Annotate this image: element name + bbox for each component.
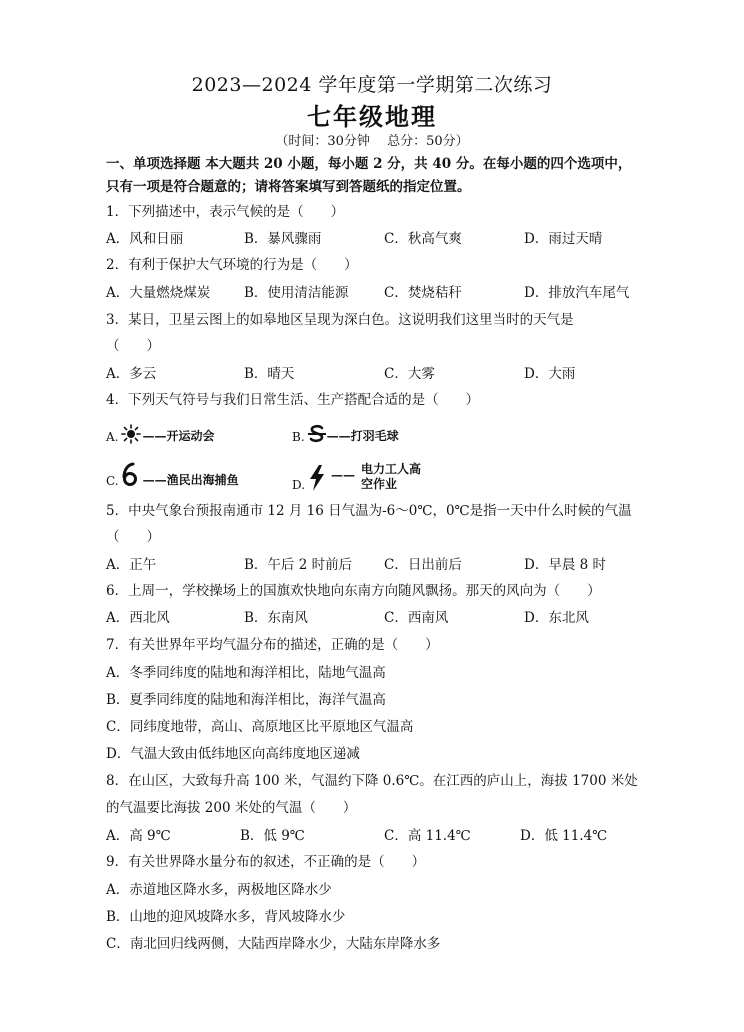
question-9-option-b: B．山地的迎风坡降水多，背风坡降水少: [106, 909, 346, 925]
option: B．低 9℃: [240, 828, 305, 844]
term-title: 2023—2024 学年度第一学期第二次练习: [191, 74, 553, 96]
symbol-option-a: [106, 424, 215, 444]
subject-title: 七年级地理: [307, 102, 437, 131]
symbol-caption-line: 空作业: [361, 477, 398, 491]
option: C．焚烧秸秆: [384, 285, 462, 301]
question-3-stem-cont: （ ）: [106, 338, 160, 354]
question-9-option-a: A．赤道地区降水多，两极地区降水少: [106, 882, 332, 898]
symbol-caption-multiline: [361, 462, 421, 492]
option: D．低 11.4℃: [520, 828, 608, 844]
option: C．秋高气爽: [384, 231, 462, 247]
exam-meta: （时间：30分钟 总分：50分）: [275, 134, 469, 149]
option: B．暴风骤雨: [244, 231, 322, 247]
section-heading-rest: 本大题共 20 小题，每小题 2 分，共 40 分。在每小题的四个选项中，: [200, 156, 632, 172]
question-1-stem: 1．下列描述中，表示气候的是（ ）: [106, 204, 345, 220]
option: A．大量燃烧煤炭: [106, 285, 211, 301]
question-8-stem-cont: 的气温要比海拔 200 米处的气温（ ）: [106, 800, 357, 816]
question-6-stem: 6．上周一，学校操场上的国旗欢快地向东南方向随风飘扬。那天的风向为（ ）: [106, 583, 601, 599]
option: B．使用清洁能源: [244, 285, 349, 301]
symbol-caption: ——: [331, 468, 356, 482]
option-letter: D.: [292, 478, 306, 492]
option: D．大雨: [524, 366, 576, 382]
question-9-stem: 9．有关世界降水量分布的叙述，不正确的是（ ）: [106, 854, 426, 870]
section-heading: [106, 155, 631, 173]
question-9-option-c: C．南北回归线两侧，大陆西岸降水少，大陆东岸降水多: [106, 936, 441, 952]
option: A．西北风: [106, 610, 170, 626]
option: A．正午: [106, 557, 157, 573]
question-7-option-c: C．同纬度地带，高山、高原地区比平原地区气温高: [106, 719, 414, 735]
symbol-option-c: [106, 462, 239, 488]
option: A．多云: [106, 366, 157, 382]
option: C．西南风: [384, 610, 449, 626]
question-5-stem: 5．中央气象台预报南通市 12 月 16 日气温为-6～0℃，0℃是指一天中什么时候的气温: [106, 503, 632, 519]
option: C．日出前后: [384, 557, 462, 573]
question-7-stem: 7．有关世界年平均气温分布的描述，正确的是（ ）: [106, 637, 439, 653]
option-letter: A.: [106, 430, 119, 444]
option: C．高 11.4℃: [384, 828, 471, 844]
question-7-option-a: A．冬季同纬度的陆地和海洋相比，陆地气温高: [106, 665, 386, 681]
typhoon-icon: [121, 462, 139, 488]
question-4-stem: 4．下列天气符号与我们日常生活、生产搭配合适的是（ ）: [106, 392, 480, 408]
option: C．大雾: [384, 366, 435, 382]
option: D．东北风: [524, 610, 589, 626]
symbol-caption: ——渔民出海捕鱼: [142, 473, 239, 487]
option: D．雨过天晴: [524, 231, 603, 247]
option: A．高 9℃: [106, 828, 171, 844]
option: B．午后 2 时前后: [244, 557, 353, 573]
question-8-stem: 8．在山区，大致每升高 100 米，气温约下降 0.6℃。在江西的庐山上，海拔 1700 米处: [106, 773, 638, 789]
option: B．东南风: [244, 610, 308, 626]
section-heading-bold: 一、单项选择题: [106, 156, 201, 172]
option: B．晴天: [244, 366, 295, 382]
symbol-option-b: [292, 424, 399, 444]
sun-icon: [120, 424, 142, 444]
option: D．早晨 8 时: [524, 557, 606, 573]
question-7-option-b: B．夏季同纬度的陆地和海洋相比，海洋气温高: [106, 692, 386, 708]
sandstorm-icon: [307, 424, 327, 444]
question-3-stem: 3．某日，卫星云图上的如皋地区呈现为深白色。这说明我们这里当时的天气是: [106, 312, 574, 328]
symbol-caption-line: 电力工人高: [361, 462, 422, 476]
question-5-stem-cont: （ ）: [106, 529, 160, 545]
lightning-icon: [307, 464, 327, 492]
section-heading-line2: 只有一项是符合题意的；请将答案填写到答题纸的指定位置。: [106, 179, 471, 195]
option-letter: C.: [106, 474, 119, 488]
option: A．风和日丽: [106, 231, 184, 247]
symbol-option-d: [292, 462, 421, 492]
question-2-stem: 2．有利于保护大气环境的行为是（ ）: [106, 257, 358, 273]
option: D．排放汽车尾气: [524, 285, 630, 301]
symbol-caption: ——开运动会: [142, 429, 215, 443]
symbol-caption: ——打羽毛球: [326, 429, 399, 443]
question-7-option-d: D．气温大致由低纬地区向高纬度地区递减: [106, 746, 360, 762]
option-letter: B.: [292, 430, 305, 444]
